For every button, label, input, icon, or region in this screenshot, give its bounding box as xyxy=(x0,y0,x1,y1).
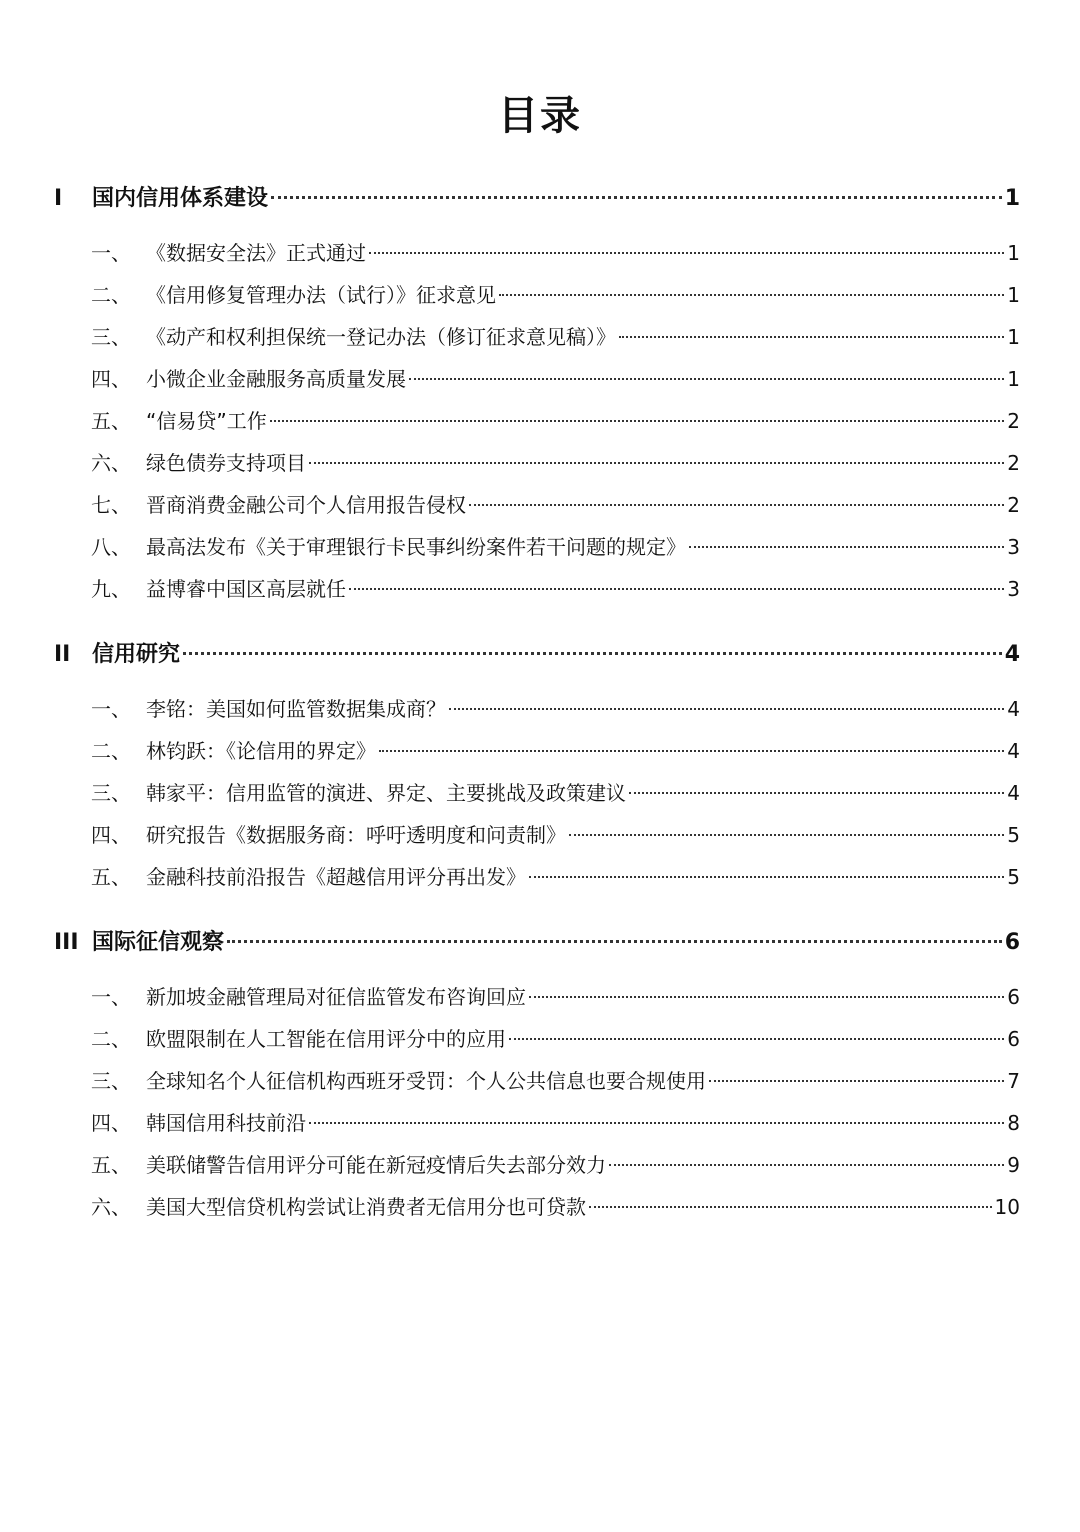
section-number: I xyxy=(54,186,63,211)
toc-section-heading[interactable] xyxy=(54,918,1020,968)
entry-number: 三、 xyxy=(91,781,131,805)
dot-leader xyxy=(270,420,1005,422)
dot-leader xyxy=(271,196,1002,199)
entry-title: 林钧跃：《论信用的界定》 xyxy=(146,739,376,763)
dot-leader xyxy=(309,462,1004,464)
dot-leader xyxy=(183,652,1002,655)
dot-leader xyxy=(629,792,1004,794)
entry-title: 美国大型信贷机构尝试让消费者无信用分也可贷款 xyxy=(146,1195,586,1219)
toc-entry[interactable] xyxy=(54,442,1020,484)
toc-entry[interactable] xyxy=(54,274,1020,316)
page-number: 5 xyxy=(1007,823,1020,847)
dot-leader xyxy=(609,1164,1004,1166)
entry-number: 一、 xyxy=(91,697,131,721)
entry-title: 《信用修复管理办法（试行）》征求意见 xyxy=(146,283,496,307)
page-number: 3 xyxy=(1007,535,1020,559)
entry-title: 全球知名个人征信机构西班牙受罚：个人公共信息也要合规使用 xyxy=(146,1069,706,1093)
entry-title: 益博睿中国区高层就任 xyxy=(146,577,346,601)
toc-section-heading[interactable] xyxy=(54,630,1020,680)
dot-leader xyxy=(709,1080,1004,1082)
page-number: 2 xyxy=(1007,493,1020,517)
entry-title: 绿色债券支持项目 xyxy=(146,451,306,475)
toc-section xyxy=(54,630,1020,898)
dot-leader xyxy=(529,876,1004,878)
dot-leader xyxy=(689,546,1004,548)
toc-entry[interactable] xyxy=(54,316,1020,358)
entry-number: 四、 xyxy=(91,823,131,847)
page-number: 5 xyxy=(1007,865,1020,889)
toc-section xyxy=(54,174,1020,610)
toc-entry[interactable] xyxy=(54,484,1020,526)
toc-entry[interactable] xyxy=(54,814,1020,856)
entry-title: 最高法发布《关于审理银行卡民事纠纷案件若干问题的规定》 xyxy=(146,535,686,559)
entry-number: 八、 xyxy=(91,535,131,559)
section-number: III xyxy=(54,930,79,955)
entry-number: 二、 xyxy=(91,1027,131,1051)
dot-leader xyxy=(227,940,1002,943)
page-number: 4 xyxy=(1007,697,1020,721)
page-number: 1 xyxy=(1007,241,1020,265)
toc-entry[interactable] xyxy=(54,526,1020,568)
entry-title: 金融科技前沿报告《超越信用评分再出发》 xyxy=(146,865,526,889)
entry-number: 六、 xyxy=(91,1195,131,1219)
entry-title: 韩国信用科技前沿 xyxy=(146,1111,306,1135)
page-number: 2 xyxy=(1007,409,1020,433)
page-number: 1 xyxy=(1007,325,1020,349)
entry-number: 五、 xyxy=(91,1153,131,1177)
entry-number: 一、 xyxy=(91,241,131,265)
entry-title: 欧盟限制在人工智能在信用评分中的应用 xyxy=(146,1027,506,1051)
toc-entry[interactable] xyxy=(54,568,1020,610)
entry-title: 研究报告《数据服务商：呼吁透明度和问责制》 xyxy=(146,823,566,847)
dot-leader xyxy=(309,1122,1004,1124)
dot-leader xyxy=(379,750,1004,752)
toc-entry[interactable] xyxy=(54,1060,1020,1102)
section-title: 信用研究 xyxy=(92,642,181,667)
page-number: 9 xyxy=(1007,1153,1020,1177)
dot-leader xyxy=(409,378,1004,380)
dot-leader xyxy=(529,996,1004,998)
toc-entry[interactable] xyxy=(54,688,1020,730)
page-number: 4 xyxy=(1007,781,1020,805)
toc-entry[interactable] xyxy=(54,400,1020,442)
entry-title: 小微企业金融服务高质量发展 xyxy=(146,367,406,391)
page-number: 1 xyxy=(1007,367,1020,391)
dot-leader xyxy=(589,1206,992,1208)
page-number: 4 xyxy=(1007,739,1020,763)
toc-section-heading[interactable] xyxy=(54,174,1020,224)
toc-entry[interactable] xyxy=(54,856,1020,898)
page-number: 6 xyxy=(1007,985,1020,1009)
entry-number: 九、 xyxy=(91,577,131,601)
page-number: 10 xyxy=(994,1195,1020,1219)
dot-leader xyxy=(509,1038,1004,1040)
entry-title: 李铭：美国如何监管数据集成商？ xyxy=(146,697,446,721)
page-number: 7 xyxy=(1007,1069,1020,1093)
toc-entry[interactable] xyxy=(54,976,1020,1018)
dot-leader xyxy=(449,708,1004,710)
dot-leader xyxy=(369,252,1004,254)
page-number: 4 xyxy=(1004,642,1020,667)
dot-leader xyxy=(349,588,1004,590)
page-title: 目录 xyxy=(498,93,582,139)
entry-number: 五、 xyxy=(91,865,131,889)
page-number: 2 xyxy=(1007,451,1020,475)
toc-entry[interactable] xyxy=(54,772,1020,814)
entry-title: 《数据安全法》正式通过 xyxy=(146,241,366,265)
entry-number: 二、 xyxy=(91,283,131,307)
section-number: II xyxy=(54,642,71,667)
page-number: 3 xyxy=(1007,577,1020,601)
dot-leader xyxy=(469,504,1004,506)
toc-entry[interactable] xyxy=(54,358,1020,400)
section-spacer xyxy=(54,610,1020,630)
page-number: 8 xyxy=(1007,1111,1020,1135)
toc-entry[interactable] xyxy=(54,232,1020,274)
entry-title: 晋商消费金融公司个人信用报告侵权 xyxy=(146,493,466,517)
dot-leader xyxy=(499,294,1004,296)
page-number: 6 xyxy=(1004,930,1020,955)
section-title: 国内信用体系建设 xyxy=(92,186,269,211)
toc-entry[interactable] xyxy=(54,730,1020,772)
entry-title: “信易贷”工作 xyxy=(146,409,267,433)
toc-entry[interactable] xyxy=(54,1144,1020,1186)
entry-number: 二、 xyxy=(91,739,131,763)
entry-number: 六、 xyxy=(91,451,131,475)
entry-title: 新加坡金融管理局对征信监管发布咨询回应 xyxy=(146,985,526,1009)
page-number: 1 xyxy=(1007,283,1020,307)
page-number: 1 xyxy=(1004,186,1020,211)
table-of-contents xyxy=(54,174,1020,1228)
dot-leader xyxy=(569,834,1004,836)
dot-leader xyxy=(619,336,1004,338)
page-number: 6 xyxy=(1007,1027,1020,1051)
entry-title: 《动产和权利担保统一登记办法（修订征求意见稿）》 xyxy=(146,325,616,349)
entry-number: 四、 xyxy=(91,1111,131,1135)
entry-number: 一、 xyxy=(91,985,131,1009)
toc-entry[interactable] xyxy=(54,1018,1020,1060)
section-spacer xyxy=(54,898,1020,918)
entry-number: 三、 xyxy=(91,325,131,349)
toc-section xyxy=(54,918,1020,1228)
toc-entry[interactable] xyxy=(54,1102,1020,1144)
toc-entry[interactable] xyxy=(54,1186,1020,1228)
section-title: 国际征信观察 xyxy=(92,930,225,955)
entry-number: 七、 xyxy=(91,493,131,517)
entry-title: 美联储警告信用评分可能在新冠疫情后失去部分效力 xyxy=(146,1153,606,1177)
entry-number: 三、 xyxy=(91,1069,131,1093)
entry-number: 四、 xyxy=(91,367,131,391)
entry-number: 五、 xyxy=(91,409,131,433)
entry-title: 韩家平：信用监管的演进、界定、主要挑战及政策建议 xyxy=(146,781,626,805)
